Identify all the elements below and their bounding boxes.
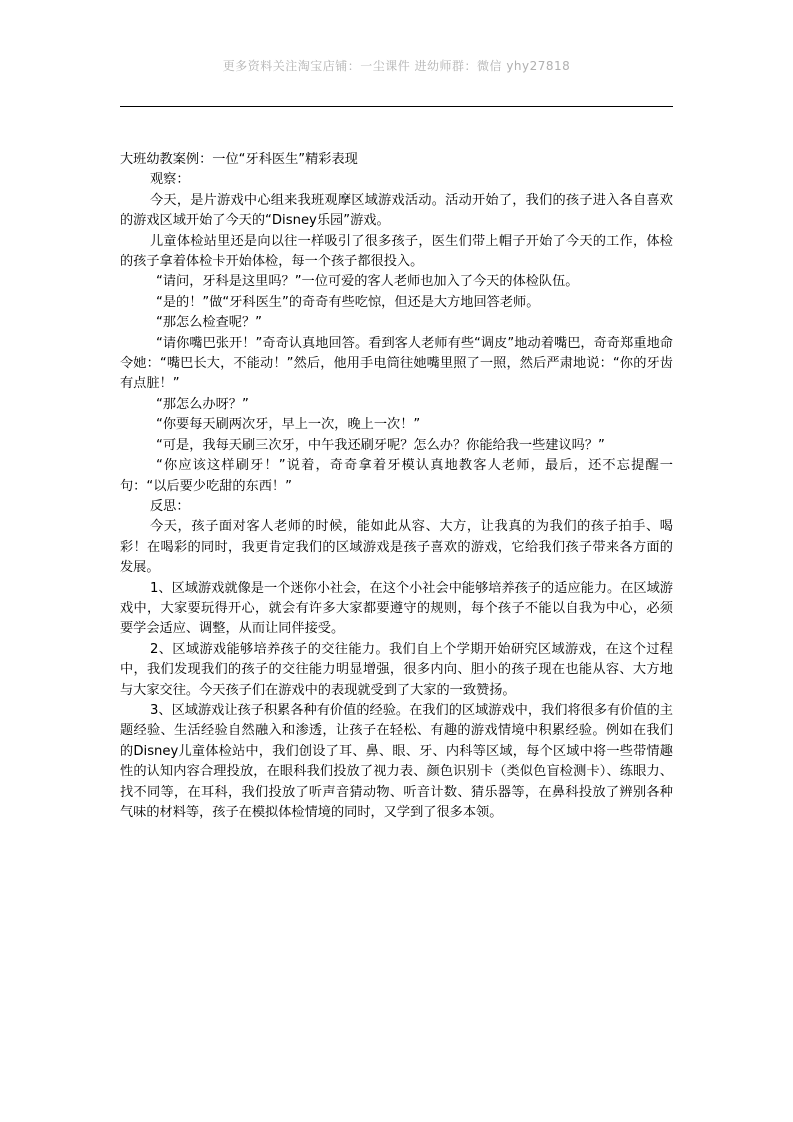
dialogue-line: “你要每天刷两次牙，早上一次，晚上一次！”	[156, 417, 421, 433]
dialogue-line: “请问，牙科是这里吗？”一位可爱的客人老师也加入了今天的体检队伍。	[156, 274, 579, 290]
document-title: 大班幼教案例：一位“牙科医生”精彩表现	[120, 152, 358, 167]
numbered-paragraph: 2、区域游戏能够培养孩子的交往能力。我们自上个学期开始研究区域游戏，在这个过程中，我们发现我们的孩子的交往能力明显增强，很多内向、胆小的孩子现在也能从容、大方地与大家交往。今天孩子们在游戏中的表现就受到了大家的一致赞扬。	[120, 641, 673, 698]
dialogue-line: “那怎么办呀？”	[156, 396, 249, 412]
section-heading-observation: 观察：	[150, 172, 190, 188]
dialogue-line: “你应该这样刷牙！”说着，奇奇拿着牙模认真地教客人老师，最后，还不忘提醒一句：“以后要少吃甜的东西！”	[120, 458, 673, 494]
dialogue-line: “是的！”做“牙科医生”的奇奇有些吃惊，但还是大方地回答老师。	[156, 294, 540, 310]
paragraph: 今天，孩子面对客人老师的时候，能如此从容、大方，让我真的为我们的孩子拍手、喝彩！在喝彩的同时，我更肯定我们的区域游戏是孩子喜欢的游戏，它给我们孩子带来各方面的发展。	[120, 519, 673, 576]
numbered-paragraph: 1、区域游戏就像是一个迷你小社会，在这个小社会中能够培养孩子的适应能力。在区域游戏中，大家要玩得开心，就会有许多大家都要遵守的规则，每个孩子不能以自我为中心，必须要学会适应、调整，从而让同伴接受。	[120, 580, 673, 637]
section-heading-reflection: 反思：	[150, 498, 190, 514]
dialogue-line: “请你嘴巴张开！”奇奇认真地回答。看到客人老师有些“调皮”地动着嘴巴，奇奇郑重地命令她：“嘴巴长大，不能动！”然后，他用手电筒往她嘴里照了一照，然后严肃地说：“你的牙齿有点脏！”	[120, 335, 673, 392]
paragraph: 儿童体检站里还是向以往一样吸引了很多孩子，医生们带上帽子开始了今天的工作，体检的孩子拿着体检卡开始体检，每一个孩子都很投入。	[120, 233, 673, 270]
dialogue-line: “可是，我每天刷三次牙，中午我还刷牙呢？怎么办？你能给我一些建议吗？”	[156, 437, 605, 453]
paragraph: 今天，是片游戏中心组来我班观摩区域游戏活动。活动开始了，我们的孩子进入各自喜欢的游戏区域开始了今天的“Disney乐园”游戏。	[120, 192, 673, 229]
header-watermark-note: 更多资料关注淘宝店铺：一尘课件 进幼师群：微信 yhy27818	[222, 59, 571, 73]
header-divider	[120, 106, 673, 107]
document-body	[120, 150, 673, 823]
dialogue-line: “那怎么检查呢？”	[156, 315, 262, 331]
numbered-paragraph: 3、区域游戏让孩子积累各种有价值的经验。在我们的区域游戏中，我们将很多有价值的主题经验、生活经验自然融入和渗透，让孩子在轻松、有趣的游戏情境中积累经验。例如在我们的Disney儿童体检站中，我们创设了耳、鼻、眼、牙、内科等区域，每个区域中将一些带情趣性的认知内容合理投放，在眼科我们投放了视力表、颜色识别卡（类似色盲检测卡）、练眼力、找不同等，在耳科，我们投放了听声音猜动物、听音计数、猜乐器等，在鼻科投放了辨别各种气味的材料等，孩子在模拟体检情境的同时，又学到了很多本领。	[120, 702, 673, 820]
